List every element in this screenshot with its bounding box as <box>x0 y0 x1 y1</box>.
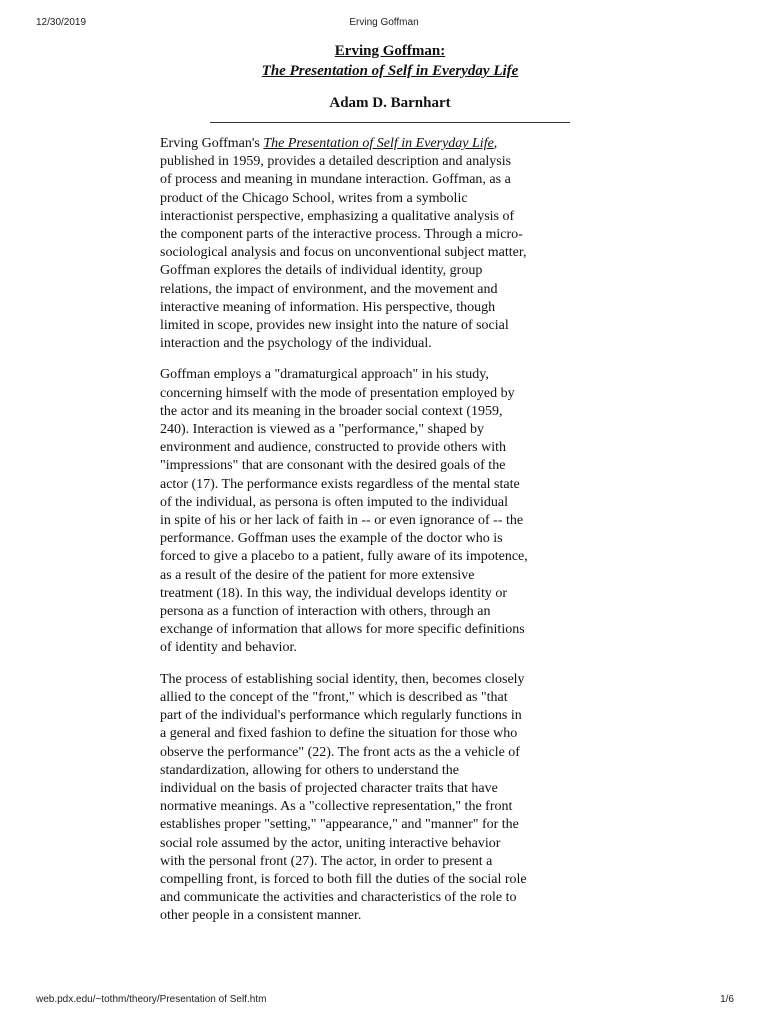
paragraph-line: persona as a function of interaction with others, through an <box>160 604 491 620</box>
paragraph-line: exchange of information that allows for more specific definitions <box>160 622 525 638</box>
paragraph-line: published in 1959, provides a detailed description and analysis <box>160 154 512 170</box>
paragraph-line: product of the Chicago School, writes from a symbolic <box>160 190 468 206</box>
page-number: 1/6 <box>720 994 734 1005</box>
paragraph-line: of identity and behavior. <box>160 640 297 656</box>
paragraph-line: social role assumed by the actor, uniting interactive behavior <box>160 835 501 851</box>
paragraph-line: part of the individual's performance which regularly functions in <box>160 708 522 724</box>
paragraph-line: establishes proper "setting," "appearance," and "manner" for the <box>160 817 519 833</box>
paragraph-line: observe the performance" (22). The front acts as the a vehicle of <box>160 744 520 760</box>
paragraph-line: compelling front, is forced to both fill the duties of the social role <box>160 871 527 887</box>
paragraph-line: of the individual, as persona is often imputed to the individual <box>160 494 508 510</box>
paragraph-line: sociological analysis and focus on unconventional subject matter, <box>160 245 527 261</box>
paragraph-line: the component parts of the interactive process. Through a micro- <box>160 227 523 243</box>
paragraph-line: performance. Goffman uses the example of the doctor who is <box>160 531 503 547</box>
book-title-link[interactable]: The Presentation of Self in Everyday Life <box>263 136 494 151</box>
document-body <box>160 40 610 926</box>
paragraph-1 <box>160 135 610 353</box>
paragraph-line: in spite of his or her lack of faith in -- or even ignorance of -- the <box>160 513 524 529</box>
print-footer <box>0 994 768 1008</box>
paragraph-line: "impressions" that are consonant with the desired goals of the <box>160 458 506 474</box>
paragraph-line: actor (17). The performance exists regardless of the mental state <box>160 476 520 492</box>
paragraph-line: other people in a consistent manner. <box>160 908 362 924</box>
paragraph-1-prefix: Erving Goffman's <box>160 136 264 151</box>
paragraph-line: allied to the concept of the "front," which is described as "that <box>160 689 508 705</box>
print-header <box>0 17 768 31</box>
paragraph-3 <box>160 671 610 926</box>
paragraph-1-comma: , <box>493 136 498 151</box>
paragraph-line: treatment (18). In this way, the individual develops identity or <box>160 585 508 601</box>
horizontal-divider <box>210 122 570 123</box>
paragraph-line: individual on the basis of projected character traits that have <box>160 780 498 796</box>
paragraph-line: Goffman explores the details of individual identity, group <box>160 263 483 279</box>
paragraph-line: as a result of the desire of the patient for more extensive <box>160 567 475 583</box>
paragraph-line: forced to give a placebo to a patient, fully aware of its impotence, <box>160 549 528 565</box>
author-name: Adam D. Barnhart <box>329 95 451 111</box>
paragraph-line: with the personal front (27). The actor, in order to present a <box>160 853 493 869</box>
print-date: 12/30/2019 <box>36 17 87 28</box>
title-block <box>160 41 610 113</box>
paragraph-line: of process and meaning in mundane interaction. Goffman, as a <box>160 172 511 188</box>
paragraph-line: interactive meaning of information. His perspective, though <box>160 299 496 315</box>
paragraph-line: concerning himself with the mode of presentation employed by <box>160 385 515 401</box>
paragraph-2 <box>160 366 610 657</box>
paragraph-line: 240). Interaction is viewed as a "performance," shaped by <box>160 422 484 438</box>
paragraph-line: the actor and its meaning in the broader social context (1959, <box>160 403 503 419</box>
paragraph-line: interaction and the psychology of the individual. <box>160 336 432 352</box>
print-page-title: Erving Goffman <box>349 17 419 28</box>
paragraph-line: limited in scope, provides new insight into the nature of social <box>160 318 509 334</box>
paragraph-line: Goffman employs a "dramaturgical approach" in his study, <box>160 367 489 383</box>
print-url: web.pdx.edu/~tothm/theory/Presentation of Self.htm <box>36 994 267 1005</box>
paragraph-line: The process of establishing social identity, then, becomes closely <box>160 671 525 687</box>
paragraph-line: environment and audience, constructed to provide others with <box>160 440 507 456</box>
paragraph-line: relations, the impact of environment, and the movement and <box>160 281 498 297</box>
paragraph-line: a general and fixed fashion to define the situation for those who <box>160 726 518 742</box>
document-subtitle: The Presentation of Self in Everyday Life <box>261 63 519 79</box>
paragraph-line: interactionist perspective, emphasizing a qualitative analysis of <box>160 208 515 224</box>
paragraph-line: and communicate the activities and characteristics of the role to <box>160 890 517 906</box>
paragraph-line: standardization, allowing for others to understand the <box>160 762 459 778</box>
paragraph-line: normative meanings. As a "collective representation," the front <box>160 799 513 815</box>
document-title: Erving Goffman: <box>334 43 446 59</box>
